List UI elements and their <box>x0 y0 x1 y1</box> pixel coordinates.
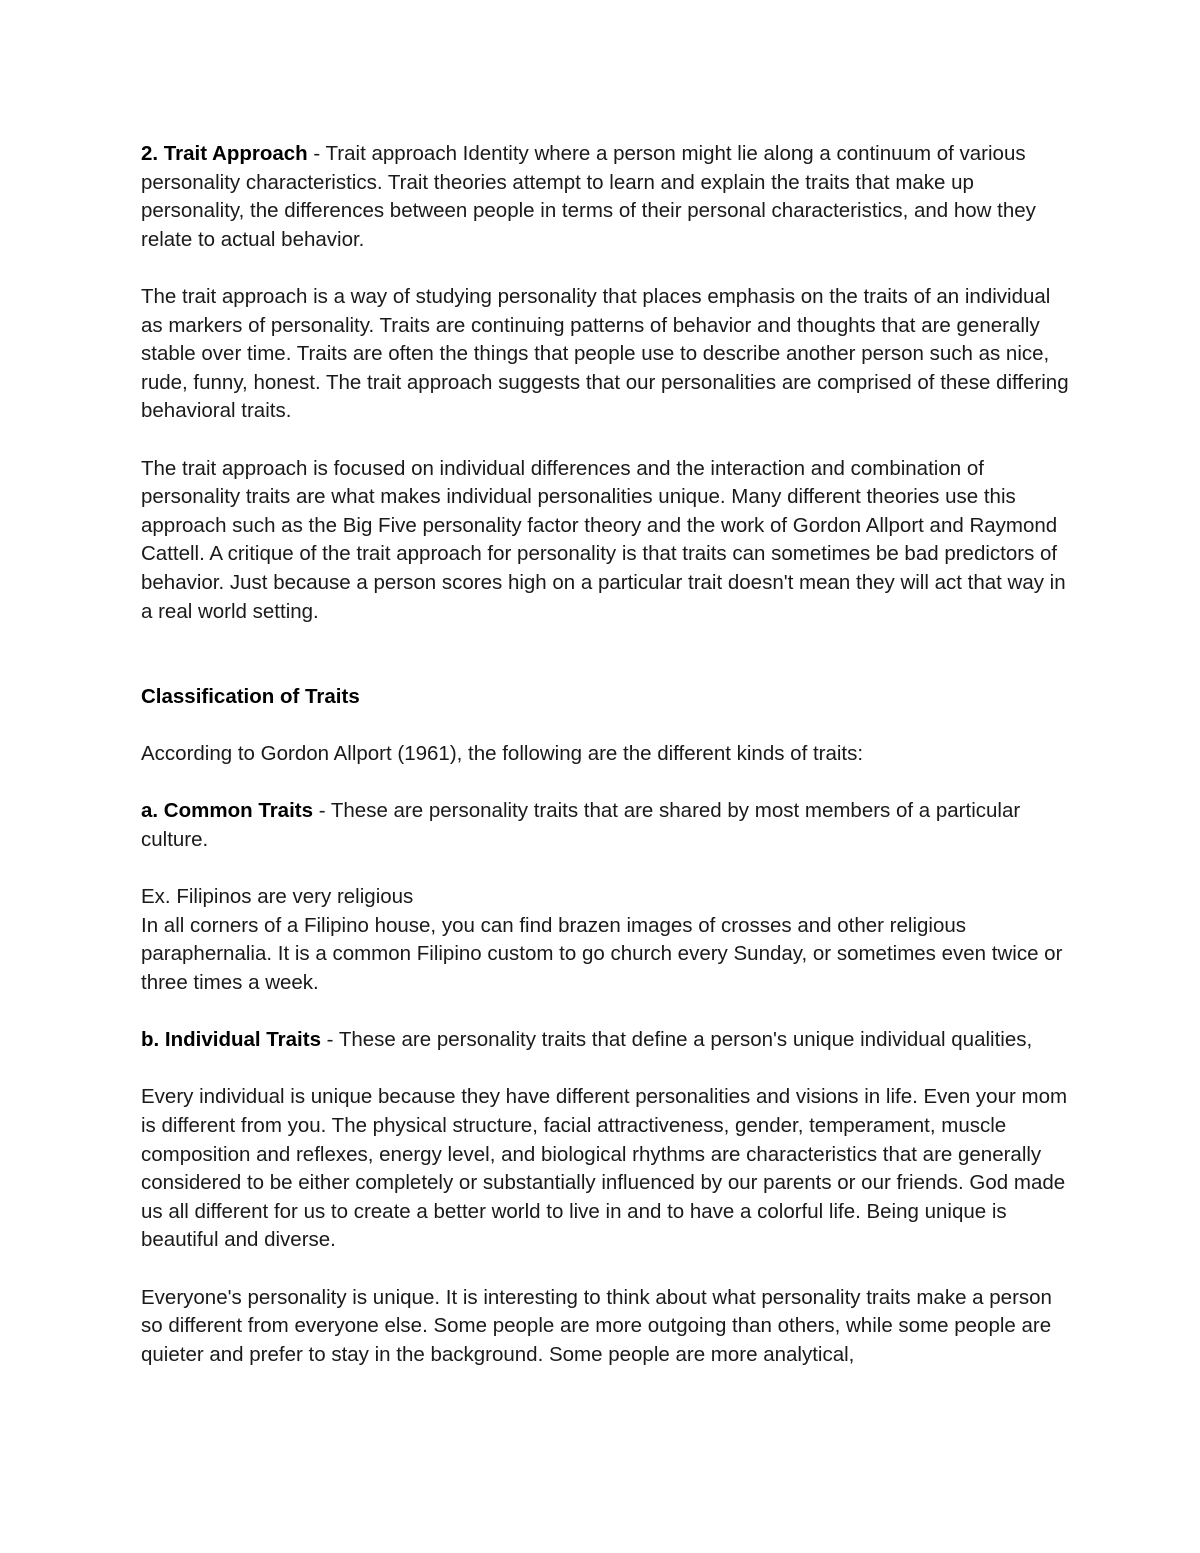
individual-traits-definition: - These are personality traits that define a person's unique individual qualities, <box>320 1028 1033 1052</box>
common-traits-paragraph <box>141 797 1071 854</box>
common-traits-example-title: Ex. Filipinos are very religious <box>141 885 414 909</box>
common-traits-definition: - These are personality traits that are shared by most members of a particular culture. <box>141 799 1021 852</box>
individual-traits-label: b. Individual Traits <box>141 1028 321 1052</box>
common-traits-label: a. Common Traits <box>141 799 314 823</box>
classification-heading: Classification of Traits <box>141 685 360 709</box>
document-page <box>141 140 1071 1398</box>
trait-approach-paragraph-3: The trait approach is focused on individual differences and the interaction and combination of personality traits are what makes individual personalities unique. Many different theories use this approach such as the Big Five personality factor theory and the work of Gordon Allport and Raymond Cattell. A critique of the trait approach for personality is that traits can sometimes be bad predictors of behavior. Just because a person scores high on a particular trait doesn't mean they will act that way in a real world setting. <box>141 456 1066 623</box>
individual-traits-paragraph <box>141 1026 1071 1055</box>
individual-traits-paragraph-2: Everyone's personality is unique. It is interesting to think about what personality traits make a person so different from everyone else. Some people are more outgoing than others, while some people are quieter and prefer to stay in the background. Some people are more analytical, <box>141 1285 1052 1366</box>
common-traits-example-text: In all corners of a Filipino house, you can find brazen images of crosses and other religious paraphernalia. It is a common Filipino custom to go church every Sunday, or sometimes even twice or three times a week. <box>141 913 1063 995</box>
trait-approach-heading: 2. Trait Approach <box>141 142 308 165</box>
individual-traits-paragraph-1: Every individual is unique because they have different personalities and visions in life. Even your mom is different from you. The physical structure, facial attractiveness, gender, temperament, muscle composition and reflexes, energy level, and biological rhythms are characteristics that are generally considered to be either completely or substantially influenced by our parents or our friends. God made us all different for us to create a better world to live in and to have a colorful life. Being unique is beautiful and diverse. <box>141 1085 1068 1252</box>
trait-approach-intro: - Trait approach Identity where a person might lie along a continuum of various personality characteristics. Trait theories attempt to learn and explain the traits that make up personality, the differences between people in terms of their personal characteristics, and how they relate to actual behavior. <box>141 142 1036 251</box>
trait-approach-paragraph-2: The trait approach is a way of studying personality that places emphasis on the traits of an individual as markers of personality. Traits are continuing patterns of behavior and thoughts that are generally stable over time. Traits are often the things that people use to describe another person such as nice, rude, funny, honest. The trait approach suggests that our personalities are comprised of these differing behavioral traits. <box>141 284 1069 423</box>
trait-approach-paragraph <box>141 140 1071 254</box>
classification-intro: According to Gordon Allport (1961), the following are the different kinds of traits: <box>141 742 864 766</box>
